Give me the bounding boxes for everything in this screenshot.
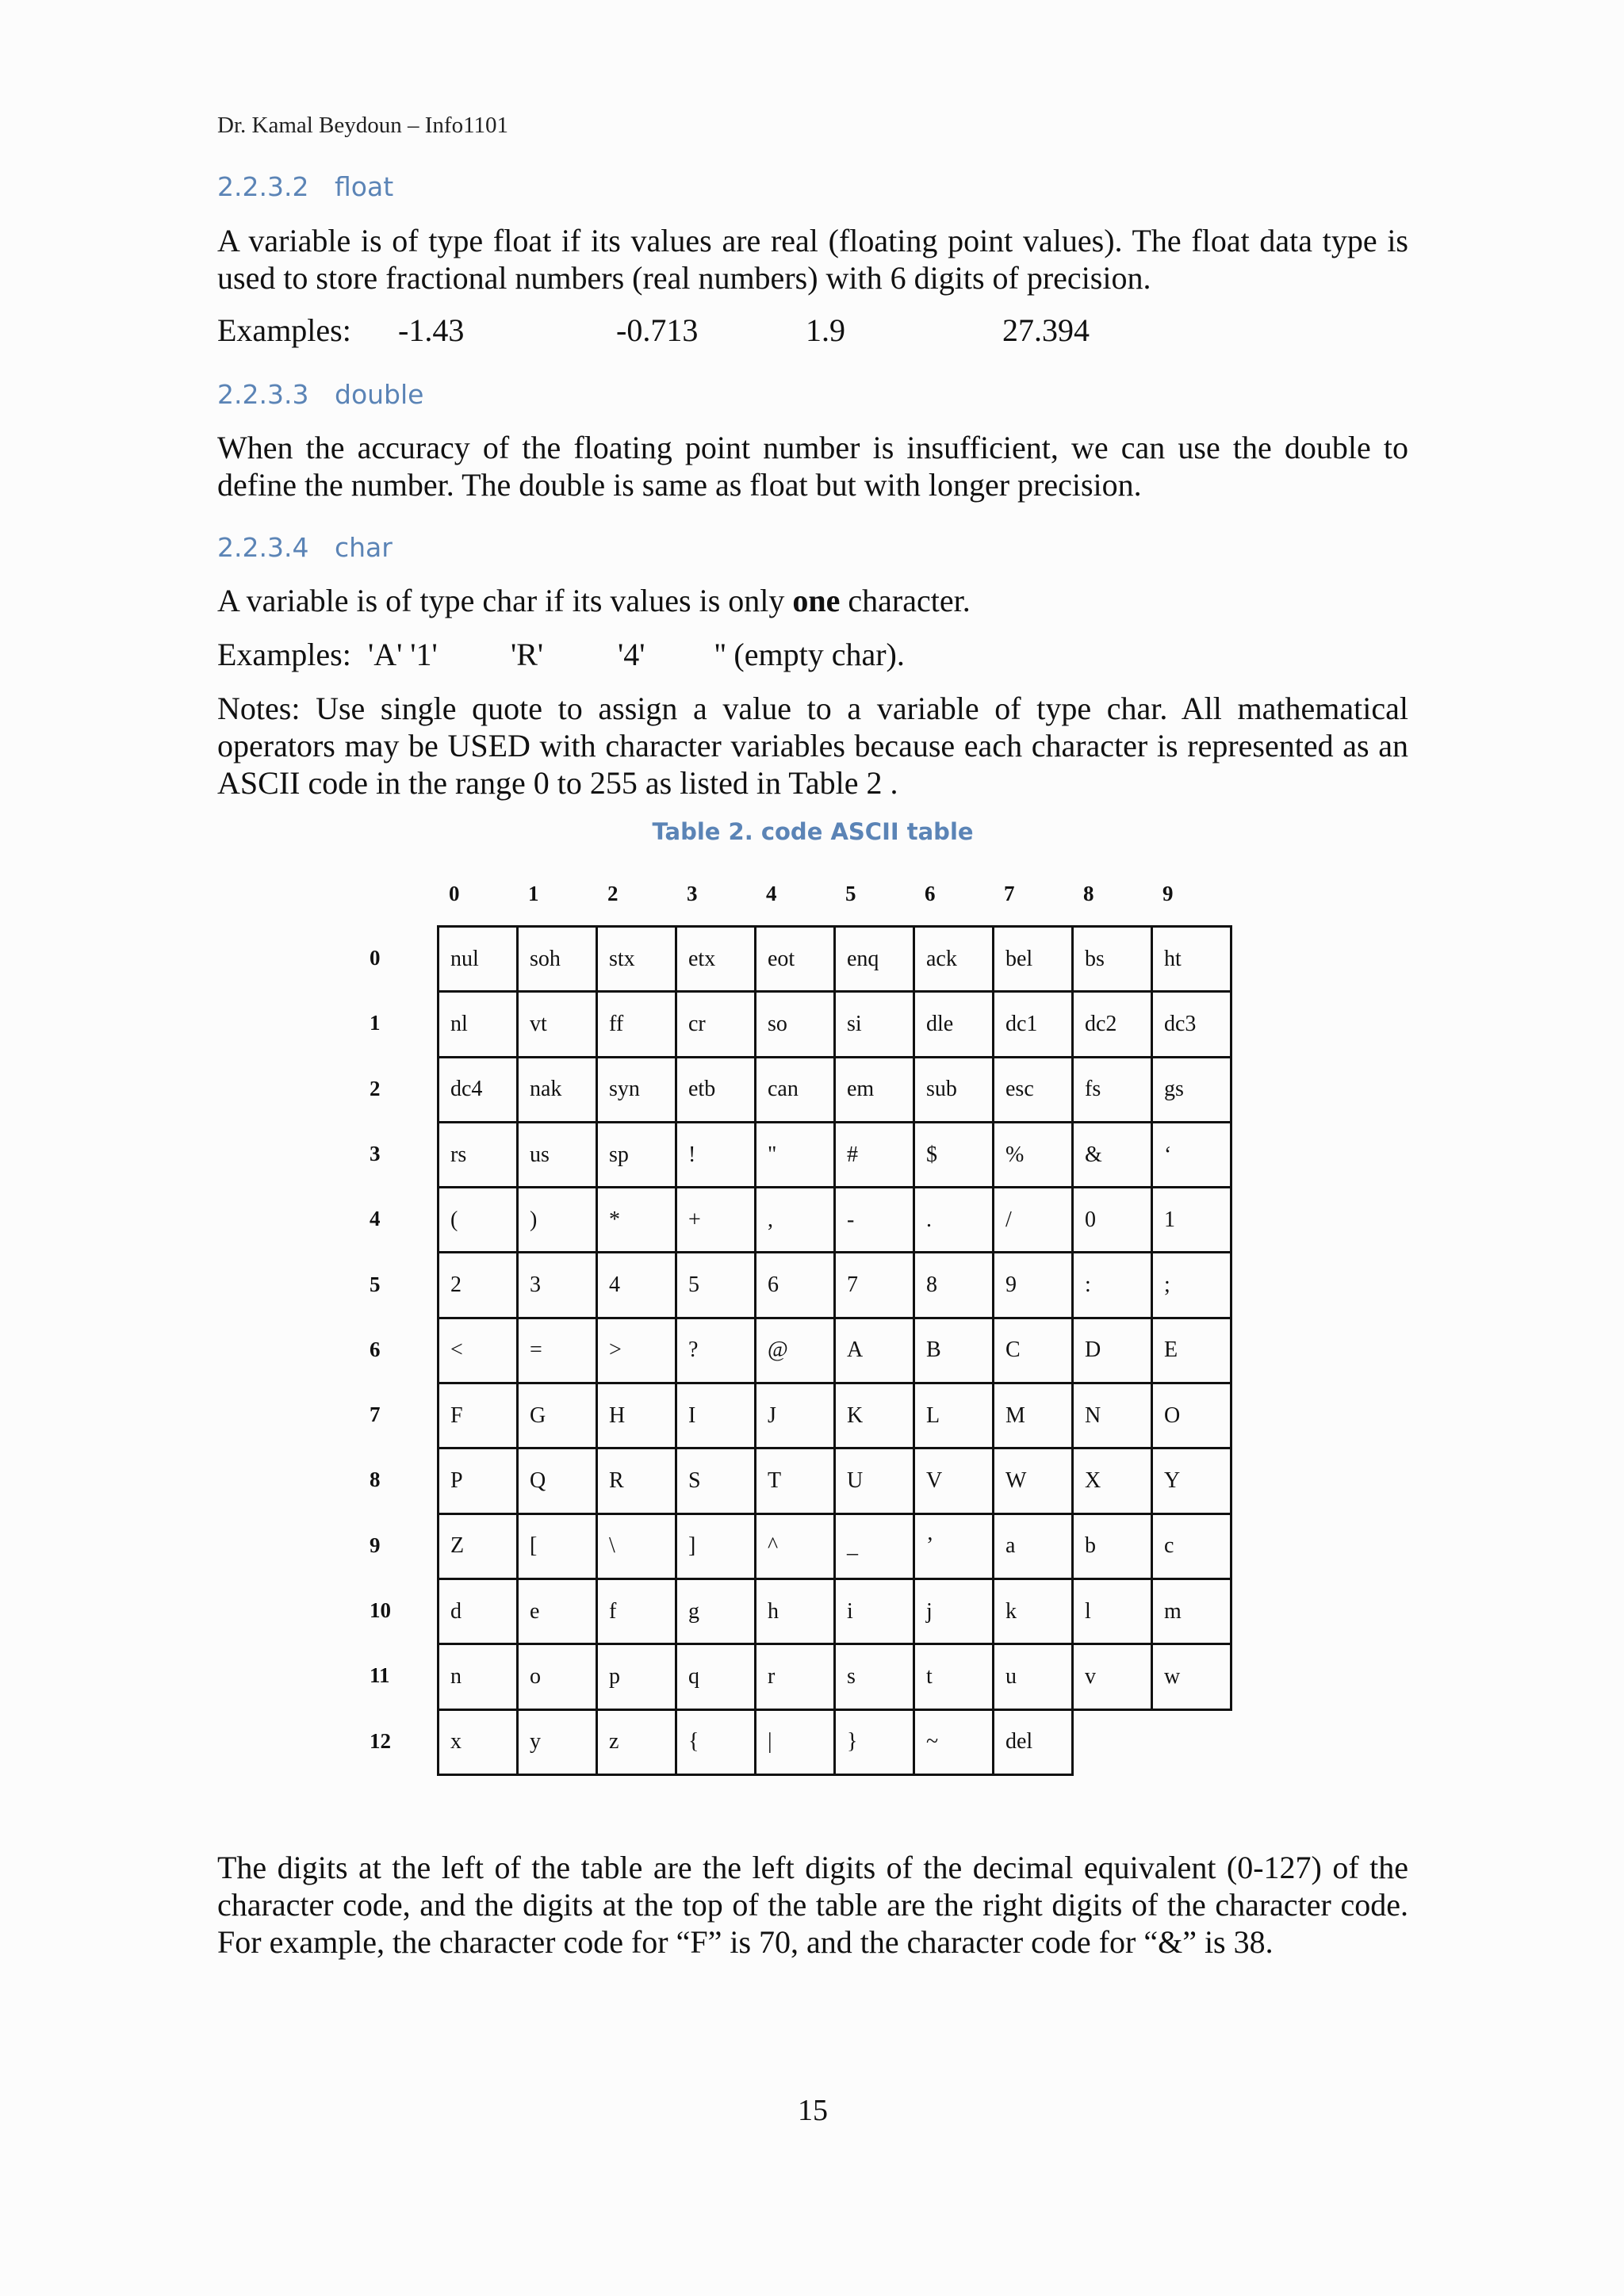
table-cell: y — [518, 1709, 597, 1774]
table-cell: | — [756, 1709, 835, 1774]
table-cell: { — [676, 1709, 756, 1774]
table-cell: syn — [597, 1057, 676, 1122]
char-examples — [217, 636, 1408, 675]
table-cell: Y — [1152, 1448, 1231, 1513]
section-number: 2.2.3.4 — [217, 532, 309, 563]
table-cell: % — [994, 1122, 1073, 1187]
section-number: 2.2.3.2 — [217, 171, 309, 202]
table-cell: ) — [518, 1188, 597, 1253]
table-cell: V — [914, 1448, 994, 1513]
table-cell: e — [518, 1578, 597, 1644]
table-cell: N — [1073, 1383, 1152, 1448]
notes-paragraph: Notes: Use single quote to assign a value to a variable of type char. All mathematical operators may be USED with character variables because each character is represented as an ASCII code in the range 0 to 255 as listed in Table 2 . — [217, 691, 1408, 801]
table-cell: eot — [756, 927, 835, 992]
table-cell: 0 — [1073, 1188, 1152, 1253]
table-cell: > — [597, 1318, 676, 1383]
example-value: -1.43 — [398, 312, 465, 348]
table-cell: ^ — [756, 1513, 835, 1578]
table-cell: & — [1073, 1122, 1152, 1187]
row-header: 6 — [370, 1337, 381, 1361]
table-cell: nl — [439, 992, 518, 1057]
column-header: 2 — [607, 882, 619, 905]
table-cell: 9 — [994, 1253, 1073, 1318]
table-cell: esc — [994, 1057, 1073, 1122]
row-header: 3 — [370, 1141, 381, 1165]
page-number: 15 — [798, 2094, 828, 2127]
row-header: 12 — [370, 1728, 391, 1753]
table-cell: # — [835, 1122, 914, 1187]
table-cell: s — [835, 1644, 914, 1709]
table-cell: sp — [597, 1122, 676, 1187]
table-cell: W — [994, 1448, 1073, 1513]
table-cell: dle — [914, 992, 994, 1057]
table-cell: bel — [994, 927, 1073, 992]
table-cell: 7 — [835, 1253, 914, 1318]
table-cell: R — [597, 1448, 676, 1513]
table-cell: K — [835, 1383, 914, 1448]
char-text-bold: one — [792, 583, 841, 618]
table-cell: ] — [676, 1513, 756, 1578]
row-header: 5 — [370, 1272, 381, 1296]
table-row — [439, 1122, 1231, 1187]
example-value: '' (empty char). — [714, 637, 905, 672]
table-cell: + — [676, 1188, 756, 1253]
table-cell: etx — [676, 927, 756, 992]
table-cell: g — [676, 1578, 756, 1644]
table-row — [439, 1709, 1231, 1774]
table-cell: ( — [439, 1188, 518, 1253]
table-cell: 2 — [439, 1253, 518, 1318]
table-cell: dc1 — [994, 992, 1073, 1057]
section-heading-double — [217, 379, 423, 410]
table-cell: < — [439, 1318, 518, 1383]
column-header: 8 — [1083, 882, 1094, 905]
table-cell: M — [994, 1383, 1073, 1448]
column-header: 0 — [449, 882, 460, 905]
table-cell: : — [1073, 1253, 1152, 1318]
table-cell: t — [914, 1644, 994, 1709]
table-cell: k — [994, 1578, 1073, 1644]
table-cell: nak — [518, 1057, 597, 1122]
column-header: 7 — [1004, 882, 1015, 905]
table-cell: ~ — [914, 1709, 994, 1774]
table-cell: 3 — [518, 1253, 597, 1318]
table-cell: gs — [1152, 1057, 1231, 1122]
table-cell: " — [756, 1122, 835, 1187]
row-header: 0 — [370, 946, 381, 970]
table-cell: F — [439, 1383, 518, 1448]
table-cell: T — [756, 1448, 835, 1513]
empty-cell — [1073, 1709, 1152, 1774]
table-cell: can — [756, 1057, 835, 1122]
table-cell: = — [518, 1318, 597, 1383]
table-cell: a — [994, 1513, 1073, 1578]
section-number: 2.2.3.3 — [217, 379, 309, 410]
section-title: char — [335, 532, 393, 563]
table-cell: Q — [518, 1448, 597, 1513]
table-cell: U — [835, 1448, 914, 1513]
table-cell: bs — [1073, 927, 1152, 992]
table-row — [439, 1188, 1231, 1253]
table-cell: ; — [1152, 1253, 1231, 1318]
table-cell: dc2 — [1073, 992, 1152, 1057]
example-value: 'A' '1' — [368, 637, 438, 672]
column-header: 4 — [766, 882, 777, 905]
table-cell: - — [835, 1188, 914, 1253]
table-row — [439, 1318, 1231, 1383]
table-cell: . — [914, 1188, 994, 1253]
float-examples — [217, 312, 1408, 351]
row-header: 4 — [370, 1207, 381, 1231]
row-header: 7 — [370, 1402, 381, 1427]
table-caption: Table 2. code ASCII table — [652, 818, 974, 845]
table-cell: 4 — [597, 1253, 676, 1318]
table-cell: r — [756, 1644, 835, 1709]
table-cell: stx — [597, 927, 676, 992]
column-header: 1 — [528, 882, 539, 905]
table-cell: u — [994, 1644, 1073, 1709]
table-cell: L — [914, 1383, 994, 1448]
table-cell: 8 — [914, 1253, 994, 1318]
example-value: 27.394 — [1002, 312, 1090, 348]
row-header: 1 — [370, 1011, 381, 1035]
table-cell: B — [914, 1318, 994, 1383]
table-cell: / — [994, 1188, 1073, 1253]
table-cell: c — [1152, 1513, 1231, 1578]
table-cell: ! — [676, 1122, 756, 1187]
table-cell: sub — [914, 1057, 994, 1122]
table-cell: o — [518, 1644, 597, 1709]
table-cell: } — [835, 1709, 914, 1774]
empty-cell — [1152, 1709, 1231, 1774]
table-cell: etb — [676, 1057, 756, 1122]
table-cell: v — [1073, 1644, 1152, 1709]
char-paragraph — [217, 582, 1408, 619]
table-cell: [ — [518, 1513, 597, 1578]
table-cell: ack — [914, 927, 994, 992]
table-cell: soh — [518, 927, 597, 992]
table-cell: 1 — [1152, 1188, 1231, 1253]
table-cell: ht — [1152, 927, 1231, 992]
column-header: 6 — [925, 882, 936, 905]
section-title: float — [335, 171, 394, 202]
table-cell: , — [756, 1188, 835, 1253]
table-cell: A — [835, 1318, 914, 1383]
table-row — [439, 1383, 1231, 1448]
char-text-before: A variable is of type char if its values is only — [217, 583, 793, 618]
table-row — [439, 1057, 1231, 1122]
float-paragraph: A variable is of type float if its values are real (floating point values). The float data type is used to store fractional numbers (real numbers) with 6 digits of precision. — [217, 223, 1408, 296]
row-header: 9 — [370, 1533, 381, 1557]
table-row — [439, 1644, 1231, 1709]
table-cell: ? — [676, 1318, 756, 1383]
double-paragraph: When the accuracy of the floating point number is insufficient, we can use the double to define the number. The double is same as float but with longer precision. — [217, 430, 1408, 503]
table-cell: ’ — [914, 1513, 994, 1578]
table-cell: _ — [835, 1513, 914, 1578]
table-cell: I — [676, 1383, 756, 1448]
table-cell: X — [1073, 1448, 1152, 1513]
table-cell: p — [597, 1644, 676, 1709]
table-cell: x — [439, 1709, 518, 1774]
row-header: 2 — [370, 1076, 381, 1100]
table-cell: h — [756, 1578, 835, 1644]
example-value: 'R' — [511, 637, 544, 672]
table-cell: q — [676, 1644, 756, 1709]
table-cell: @ — [756, 1318, 835, 1383]
table-cell: D — [1073, 1318, 1152, 1383]
table-cell: dc4 — [439, 1057, 518, 1122]
table-cell: rs — [439, 1122, 518, 1187]
column-header: 3 — [687, 882, 698, 905]
table-cell: * — [597, 1188, 676, 1253]
table-cell: O — [1152, 1383, 1231, 1448]
table-cell: so — [756, 992, 835, 1057]
row-header: 11 — [370, 1663, 390, 1688]
table-cell: w — [1152, 1644, 1231, 1709]
table-cell: ‘ — [1152, 1122, 1231, 1187]
table-cell: \ — [597, 1513, 676, 1578]
table-row — [439, 1448, 1231, 1513]
table-cell: em — [835, 1057, 914, 1122]
section-heading-char — [217, 532, 393, 563]
table-cell: cr — [676, 992, 756, 1057]
example-value: -0.713 — [616, 312, 699, 348]
table-cell: 6 — [756, 1253, 835, 1318]
table-cell: z — [597, 1709, 676, 1774]
table-row — [439, 1513, 1231, 1578]
table-cell: H — [597, 1383, 676, 1448]
examples-label: Examples: — [217, 637, 351, 672]
table-row — [439, 1578, 1231, 1644]
char-text-after: character. — [840, 583, 971, 618]
table-cell: d — [439, 1578, 518, 1644]
table-cell: G — [518, 1383, 597, 1448]
table-cell: f — [597, 1578, 676, 1644]
table-row — [439, 992, 1231, 1057]
section-title: double — [335, 379, 424, 410]
table-cell: 5 — [676, 1253, 756, 1318]
table-cell: si — [835, 992, 914, 1057]
example-value: 1.9 — [806, 312, 845, 348]
table-cell: P — [439, 1448, 518, 1513]
section-heading-float — [217, 171, 393, 202]
table-cell: j — [914, 1578, 994, 1644]
table-cell: J — [756, 1383, 835, 1448]
table-cell: E — [1152, 1318, 1231, 1383]
table-cell: n — [439, 1644, 518, 1709]
table-cell: ff — [597, 992, 676, 1057]
table-cell: vt — [518, 992, 597, 1057]
table-cell: fs — [1073, 1057, 1152, 1122]
table-cell: m — [1152, 1578, 1231, 1644]
table-cell: b — [1073, 1513, 1152, 1578]
table-cell: Z — [439, 1513, 518, 1578]
column-header: 9 — [1162, 882, 1174, 905]
examples-label: Examples: — [217, 312, 351, 348]
page-header: Dr. Kamal Beydoun – Info1101 — [217, 113, 509, 138]
table-cell: $ — [914, 1122, 994, 1187]
table-cell: nul — [439, 927, 518, 992]
table-cell: enq — [835, 927, 914, 992]
explanation-paragraph: The digits at the left of the table are the left digits of the decimal equivalent (0-127) of the character code, and the digits at the top of the table are the right digits of the character code. For example, the character code for “F” is 70, and the character code for “&” is 38. — [217, 1850, 1408, 1960]
table-cell: us — [518, 1122, 597, 1187]
ascii-table — [437, 925, 1232, 1776]
row-header: 8 — [370, 1468, 381, 1492]
example-value: '4' — [618, 637, 645, 672]
table-row — [439, 927, 1231, 992]
table-row — [439, 1253, 1231, 1318]
table-cell: l — [1073, 1578, 1152, 1644]
table-cell: del — [994, 1709, 1073, 1774]
column-header: 5 — [845, 882, 856, 905]
row-header: 10 — [370, 1598, 391, 1622]
table-cell: i — [835, 1578, 914, 1644]
table-cell: dc3 — [1152, 992, 1231, 1057]
table-cell: C — [994, 1318, 1073, 1383]
table-cell: S — [676, 1448, 756, 1513]
